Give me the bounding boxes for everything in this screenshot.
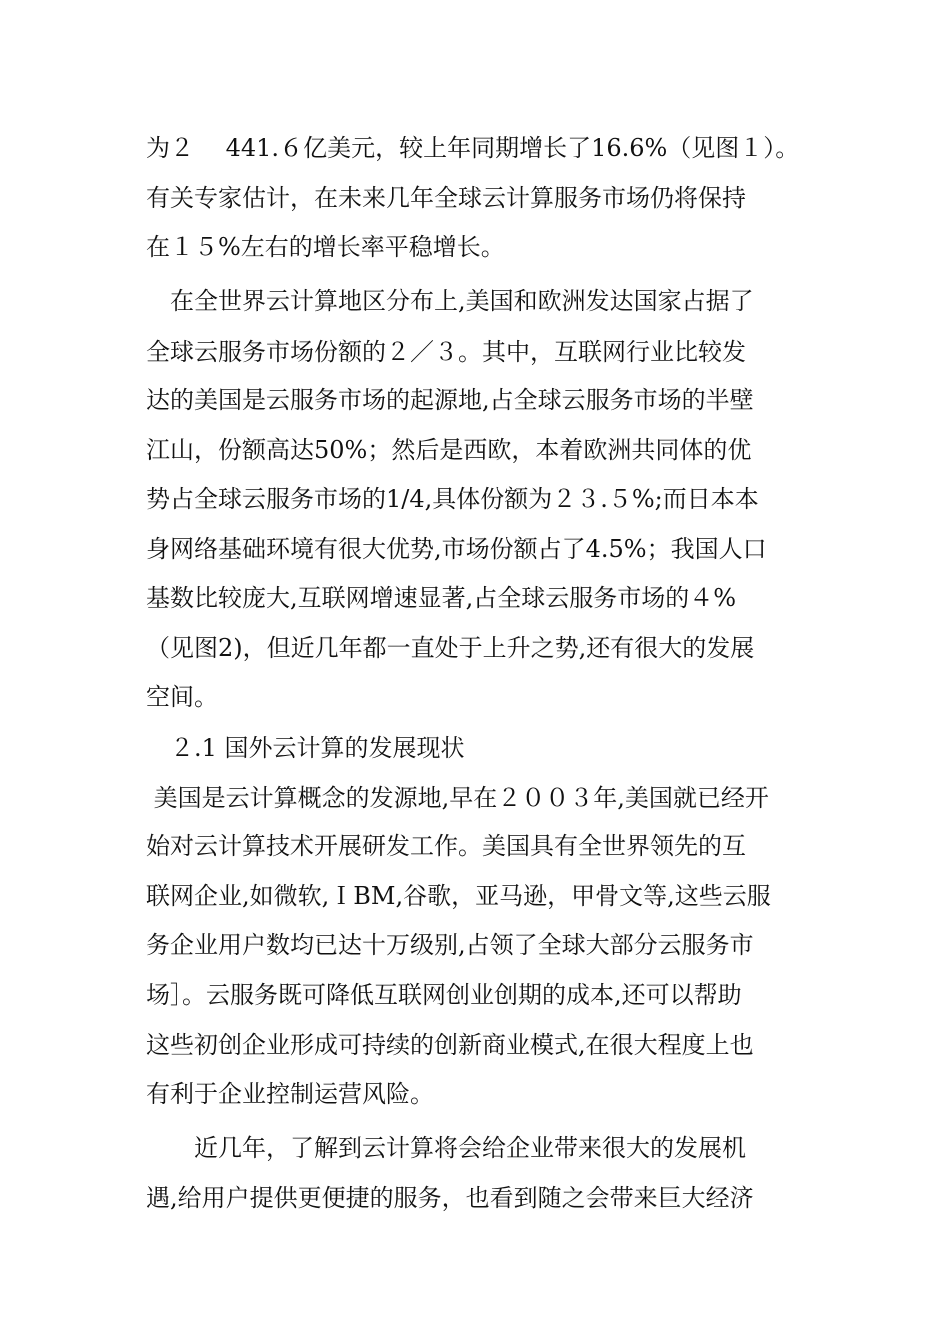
- text-line: 场］。云服务既可降低互联网创业创期的成本,还可以帮助: [146, 981, 742, 1009]
- text-line: 这些初创企业形成可持续的创新商业模式,在很大程度上也: [146, 1031, 754, 1059]
- text-line: 基数比较庞大,互联网增速显著,占全球云服务市场的４%: [146, 584, 737, 612]
- text-line: 有利于企业控制运营风险。: [146, 1080, 434, 1108]
- text-line: 在全世界云计算地区分布上,美国和欧洲发达国家占据了: [146, 287, 754, 315]
- text-line: 空间。: [146, 683, 218, 711]
- text-line: 有关专家估计，在未来几年全球云计算服务市场仍将保持: [146, 184, 746, 212]
- text-line: 美国是云计算概念的发源地,早在２００３年,美国就已经开: [146, 784, 769, 812]
- text-line: 达的美国是云服务市场的起源地,占全球云服务市场的半壁: [146, 386, 754, 414]
- text-line: 始对云计算技术开展研发工作。美国具有全世界领先的互: [146, 832, 746, 860]
- text-line: 势占全球云服务市场的1/4,具体份额为２３.５%;而日本本: [146, 485, 759, 513]
- text-line: 联网企业,如微软,ＩBM,谷歌，亚马逊，甲骨文等,这些云服: [146, 882, 771, 910]
- text-line: （见图2)，但近几年都一直处于上升之势,还有很大的发展: [146, 634, 755, 662]
- text-line: 全球云服务市场份额的２／３。其中，互联网行业比较发: [146, 338, 746, 366]
- text-line: 近几年，了解到云计算将会给企业带来很大的发展机: [146, 1134, 746, 1162]
- text-line: 在１５%左右的增长率平稳增长。: [146, 233, 505, 261]
- text-line: 江山，份额高达50%；然后是西欧，本着欧洲共同体的优: [146, 436, 752, 464]
- text-line: 身网络基础环境有很大优势,市场份额占了4.5%；我国人口: [146, 535, 767, 563]
- text-line: 遇,给用户提供更便捷的服务，也看到随之会带来巨大经济: [146, 1184, 754, 1212]
- text-line: 为２ 441.６亿美元，较上年同期增长了16.6%（见图１）。: [146, 134, 800, 162]
- text-line: 务企业用户数均已达十万级别,占领了全球大部分云服务市: [146, 931, 754, 959]
- section-heading: ２.1 国外云计算的发展现状: [146, 734, 465, 762]
